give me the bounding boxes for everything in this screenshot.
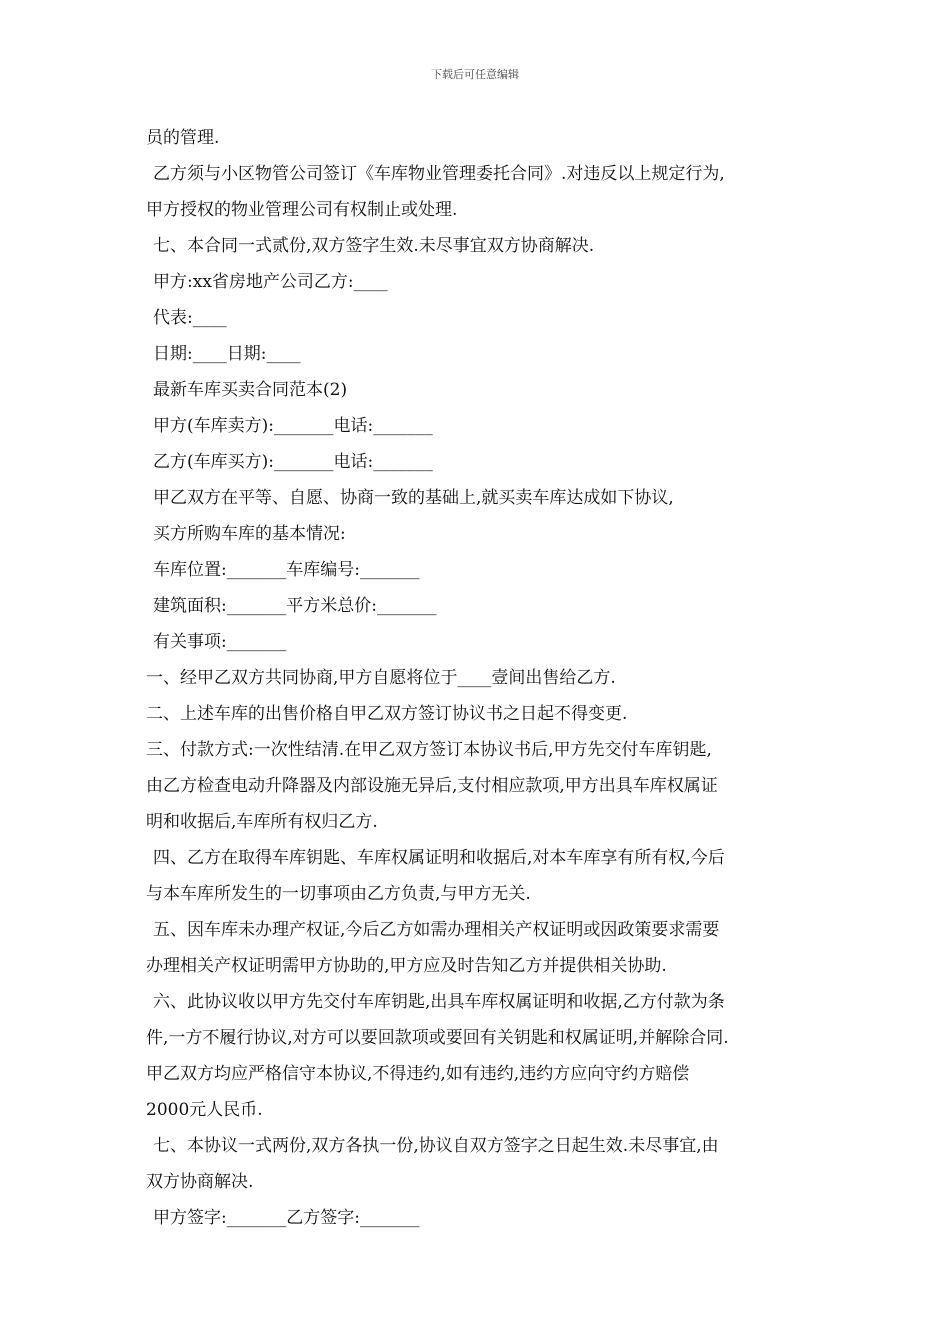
text-line: 件,一方不履行协议,对方可以要回款项或要回有关钥匙和权属证明,并解除合同. — [146, 1028, 729, 1048]
text-line: 乙方须与小区物管公司签订《车库物业管理委托合同》.对违反以上规定行为, — [153, 164, 725, 184]
text-line: 甲方(车库卖方):_______电话:_______ — [153, 416, 433, 436]
text-line: 买方所购车库的基本情况: — [153, 524, 346, 544]
text-line: 六、此协议收以甲方先交付车库钥匙,出具车库权属证明和收据,乙方付款为条 — [153, 992, 725, 1012]
text-line: 员的管理. — [146, 128, 220, 148]
text-line: 双方协商解决. — [146, 1172, 254, 1192]
text-line: 四、乙方在取得车库钥匙、车库权属证明和收据后,对本车库享有所有权,今后 — [153, 848, 725, 868]
text-line: 甲乙双方均应严格信守本协议,不得违约,如有违约,违约方应向守约方赔偿 — [146, 1064, 690, 1084]
text-line: 甲乙双方在平等、自愿、协商一致的基础上,就买卖车库达成如下协议, — [153, 488, 674, 508]
page-header: 下载后可任意编辑 — [431, 68, 519, 81]
text-line: 车库位置:_______车库编号:_______ — [153, 560, 420, 580]
text-line: 甲方:xx省房地产公司乙方:____ — [153, 272, 388, 292]
text-line: 二、上述车库的出售价格自甲乙双方签订协议书之日起不得变更. — [146, 704, 628, 724]
text-line: 最新车库买卖合同范本(2) — [153, 380, 348, 400]
text-line: 一、经甲乙双方共同协商,甲方自愿将位于____壹间出售给乙方. — [146, 668, 616, 688]
text-line: 甲方签字:_______乙方签字:_______ — [153, 1208, 420, 1228]
text-line: 有关事项:_______ — [153, 632, 287, 652]
text-line: 建筑面积:_______平方米总价:_______ — [153, 596, 437, 616]
text-line: 七、本合同一式贰份,双方签字生效.未尽事宜双方协商解决. — [153, 236, 595, 256]
text-line: 五、因车库未办理产权证,今后乙方如需办理相关产权证明或因政策要求需要 — [153, 920, 720, 940]
text-line: 乙方(车库买方):_______电话:_______ — [153, 452, 433, 472]
text-line: 三、付款方式:一次性结清.在甲乙双方签订本协议书后,甲方先交付车库钥匙, — [146, 740, 712, 760]
text-line: 代表:____ — [153, 308, 227, 328]
text-line: 办理相关产权证明需甲方协助的,甲方应及时告知乙方并提供相关协助. — [146, 956, 667, 976]
text-line: 由乙方检查电动升降器及内部设施无异后,支付相应款项,甲方出具车库权属证 — [146, 776, 718, 796]
text-line: 日期:____日期:____ — [153, 344, 301, 364]
text-line: 七、本协议一式两份,双方各执一份,协议自双方签字之日起生效.未尽事宜,由 — [153, 1136, 719, 1156]
text-line: 2000元人民币. — [146, 1100, 263, 1120]
text-line: 明和收据后,车库所有权归乙方. — [146, 812, 378, 832]
text-line: 与本车库所发生的一切事项由乙方负责,与甲方无关. — [146, 884, 531, 904]
text-line: 甲方授权的物业管理公司有权制止或处理. — [146, 200, 458, 220]
document-body — [146, 120, 818, 1236]
